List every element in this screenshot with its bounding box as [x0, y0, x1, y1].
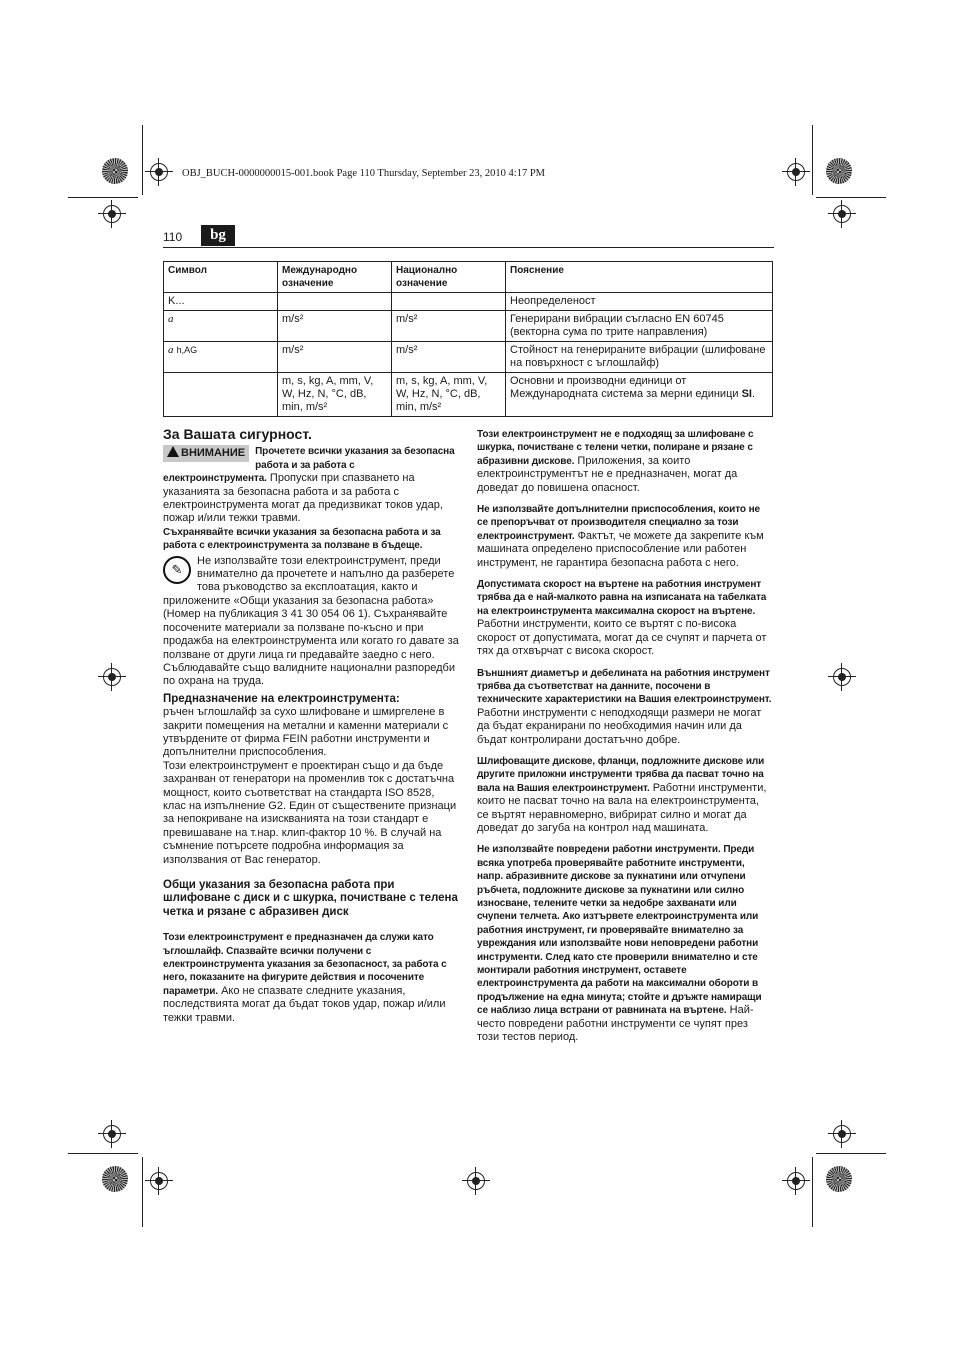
general-heading: Общи указания за безопасна работа при шлифоване с диск и с шкурка, почистване с телена четка и рязане с абразивен диск — [163, 879, 458, 918]
symbol-subscript: h,AG — [176, 345, 198, 355]
cell-intl: m, s, kg, A, mm, V, W, Hz, N, °C, dB, min, m/s² — [278, 373, 392, 417]
right-column — [477, 428, 773, 1044]
safety-bold: Не използвайте допълнителни приспособления, които не се препоръчват от производителя специално за този електроинструмент. — [477, 504, 760, 542]
crop-mark — [68, 1153, 138, 1154]
safety-bold: Външният диаметър и дебелината на работния инструмент трябва да съответстват на данните, посочени в техническите характеристики на Вашия електроинструмент. — [477, 667, 772, 706]
registration-target — [103, 1125, 121, 1143]
warning-badge — [163, 445, 249, 462]
warning-label: ВНИМАНИЕ — [181, 447, 246, 460]
crop-mark — [142, 125, 143, 195]
safety-paragraph — [477, 428, 773, 495]
registration-wheel-bottom-left — [102, 1166, 128, 1192]
cell-desc: Генерирани вибрации съгласно EN 60745 (векторна сума по трите направления) — [506, 311, 773, 342]
cell-intl: m/s² — [278, 342, 392, 373]
safety-paragraph — [477, 755, 773, 835]
cell-intl: m/s² — [278, 311, 392, 342]
warning-text: Пропуски при спазването на указанията за безопасна работа и за работа с електроинструмента могат да предизвикат токов удар, пожар и/или тежки травми. — [163, 472, 443, 525]
desc-end: . — [751, 388, 756, 400]
cell-natl: m/s² — [392, 342, 506, 373]
purpose-text: ръчен ъглошлайф за сухо шлифоване и шмиргелене в закрити помещения на метални и каменни материали с утвърдените от фирма FEIN работни инструменти и допълнителни приспособления. — [163, 706, 449, 759]
table-row — [164, 293, 773, 311]
table-header-row — [164, 262, 773, 293]
safety-text: Приложения, за които електроинструментът не е предназначен, могат да доведат до повишена опасност. — [477, 454, 738, 494]
book-info: OBJ_BUCH-0000000015-001.book Page 110 Thursday, September 23, 2010 4:17 PM — [182, 168, 546, 179]
safety-text: Работни инструменти, които не пасват точно на вала на електроинструмента, се въртят неравномерно, вибрират силно и могат да доведат до загуба на контрол над машината. — [477, 781, 767, 834]
crop-mark — [812, 1157, 813, 1227]
table-row — [164, 311, 773, 342]
registration-target — [833, 1125, 851, 1143]
manual-paragraph — [163, 555, 459, 662]
safety-text: Работни инструменти с неподходящи размери не могат да бъдат екранирани по необходимия начин или да бъдат контролирани достатъчно добре. — [477, 706, 762, 746]
col-header: Пояснение — [506, 262, 773, 293]
table-row — [164, 373, 773, 417]
col-header: Символ — [164, 262, 278, 293]
cell-desc: Стойност на генерираните вибрации (шлифоване на повърхност с ъглошлайф) — [506, 342, 773, 373]
safety-paragraph — [477, 503, 773, 570]
crop-mark — [812, 125, 813, 195]
regulations-text: Съблюдавайте също валидните национални разпоредби по охрана на труда. — [163, 661, 455, 688]
safety-text: Работни инструменти, които се въртят с по-висока скорост от допустимата, могат да се счупят и парчета от тях да отхвърчат с висока скорост. — [477, 618, 767, 658]
safety-paragraph — [477, 843, 773, 1044]
registration-target — [833, 205, 851, 223]
symbols-table — [163, 261, 773, 417]
table-row — [164, 342, 773, 373]
col-header: Национално означение — [392, 262, 506, 293]
registration-target — [150, 1172, 168, 1190]
crop-mark — [816, 197, 886, 198]
desc-text: Основни и производни единици от Международната система за мерни единици — [510, 375, 742, 400]
general-bold: Този електроинструмент е предназначен да служи като ъглошлайф. Спазвайте всички получени с електроинструмента указания за безопасност, за работа с него, показаните на фигурите действия и посочените параметри. — [163, 932, 447, 997]
safety-text: Най-често повредени работни инструменти се чупят през този тестов период. — [477, 1004, 754, 1044]
crop-mark — [816, 1153, 886, 1154]
cell-intl — [278, 293, 392, 311]
registration-wheel-top-left — [102, 158, 128, 184]
registration-target — [833, 668, 851, 686]
registration-target — [103, 668, 121, 686]
registration-target — [467, 1172, 485, 1190]
general-text: Ако не спазвате следните указания, последствията могат да бъдат токов удар, пожар и/или тежки травми. — [163, 984, 446, 1024]
registration-wheel-top-right — [826, 158, 852, 184]
section-title: За Вашата сигурност. — [163, 426, 312, 442]
crop-mark — [142, 1157, 143, 1227]
cell-desc — [506, 373, 773, 417]
manual-text: Не използвайте този електроинструмент, преди внимателно да прочетете и напълно да разберете това ръководство за експлоатация, както и приложените «Общи указания за безопасна работа» (Номер на публикация 3 41 30 054 06 1). Съхранявайте посочените материали за ползване по-късно и при продажба на електроинструмента или когато го давате за ползване от други лица ги предавайте заедно с него. — [163, 554, 459, 661]
registration-target — [787, 1172, 805, 1190]
crop-mark — [68, 197, 138, 198]
cell-desc: Неопределеност — [506, 293, 773, 311]
symbol-main: a — [168, 344, 174, 356]
warning-bold: Прочетете всички указания за безопасна работа и за работа с електроинструмента. — [163, 446, 455, 485]
safety-bold: Не използвайте повредени работни инструменти. Преди всяка употреба проверявайте работните инструменти, напр. абразивните дискове за пукнатини или отчупени ръбчета, подложните дискове за пукнатини или силно износване, телените четки за недобре захванати или счупени телчета. Ако изтървете електроинструмента или работния инструмент, ги проверявайте внимателно за увреждания или използвайте нови неповредени работни инструменти. След като сте проверили внимателно и сте монтирали работния инструмент, оставете електроинструмента да работи на максимални обороти в продължение на една минута; стойте и дръжте намиращи се наблизо лица встрани от равнината на въртене. — [477, 844, 762, 1017]
registration-target — [787, 163, 805, 181]
generator-text: Този електроинструмент е проектиран също и да бъде захранван от генератори на променлив ток с достатъчна мощност, които съответстват на стандарта ISO 8528, клас на изпълнение G2. Един от съществените признаци за непокриване на изискванията на този стандарт е превишаване на т.нар. клип-фактор 10 %. В случай на съмнение потърсете подробна информация за използвания от Вас генератор. — [163, 759, 457, 866]
cell-symbol — [164, 373, 278, 417]
warning-triangle-icon — [167, 446, 179, 457]
left-column — [163, 428, 459, 1025]
purpose-heading: Предназначение на електроинструмента: — [163, 692, 400, 705]
safety-bold: Шлифоващите дискове, фланци, подложните дискове или другите приложни инструменти трябва да пасват точно на вала на Вашия електроинструмент. — [477, 755, 765, 794]
cell-natl — [392, 293, 506, 311]
registration-wheel-bottom-right — [826, 1166, 852, 1192]
safety-paragraph — [477, 578, 773, 658]
language-tag: bg — [201, 225, 235, 246]
keep-instructions: Съхранявайте всички указания за безопасна работа и за работа с електроинструмента за ползване в бъдеще. — [163, 526, 441, 552]
page-number: 110 — [163, 230, 183, 244]
safety-text: Фактът, че можете да закрепите към машината определено приспособление или работен инструмент, не гарантира безопасна работа с него. — [477, 529, 764, 569]
col-header: Международно означение — [278, 262, 392, 293]
registration-target — [103, 205, 121, 223]
safety-bold: Допустимата скорост на въртене на работния инструмент трябва да е най-малкото равна на изписаната на табелката на електроинструмента максимална скорост на въртене. — [477, 579, 767, 617]
header-rule — [163, 247, 774, 248]
cell-natl: m, s, kg, A, mm, V, W, Hz, N, °C, dB, min, m/s² — [392, 373, 506, 417]
read-manual-icon: ✎ — [163, 556, 191, 584]
cell-symbol: a — [164, 311, 278, 342]
cell-natl: m/s² — [392, 311, 506, 342]
safety-paragraph — [477, 667, 773, 747]
warning-paragraph — [163, 445, 459, 525]
general-paragraph — [163, 931, 459, 1025]
registration-target — [150, 163, 168, 181]
safety-bold: Този електроинструмент не е подходящ за шлифоване с шкурка, почистване с телени четки, полиране и рязане с абразивни дискове. — [477, 429, 754, 467]
cell-symbol — [164, 342, 278, 373]
desc-bold: SI — [741, 388, 752, 400]
cell-symbol: K... — [164, 293, 278, 311]
